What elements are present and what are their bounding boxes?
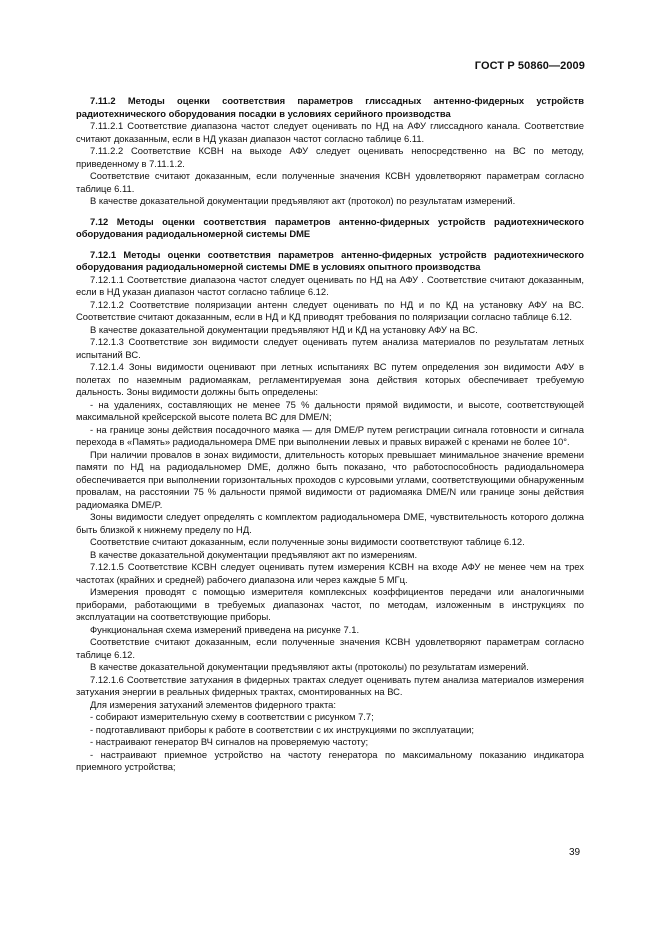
paragraph: 7.11.2.1 Соответствие диапазона частот следует оценивать по НД на АФУ глиссадного канала. Соответствие считают доказанным, если в НД указан диапазон частот согласно таблице 6.11. bbox=[76, 120, 584, 144]
page-body bbox=[76, 95, 584, 774]
paragraph: Зоны видимости следует определять с комплектом радиодальномера DME, чувствительность которого должна быть близкой к нижнему пределу по НД. bbox=[76, 511, 584, 535]
list-item: - собирают измерительную схему в соответствии с рисунком 7.7; bbox=[90, 711, 374, 722]
paragraph: В качестве доказательной документации предъявляют НД и КД на установку АФУ на ВС. bbox=[90, 323, 478, 335]
paragraph: В качестве доказательной документации предъявляют акт (протокол) по результатам измерений. bbox=[90, 195, 516, 206]
paragraph: В качестве доказательной документации предъявляют акт по измерениям. bbox=[90, 548, 418, 560]
paragraph: При наличии провалов в зонах видимости, длительность которых превышает минимальное значение времени памяти по НД на радиодальномер DME, должно быть показано, что работоспособность радиодальномера обеспечивается при выполнении горизонтальных проходов с курсовыми углами, соответствующими обнаруженным провалам, на расстоянии 75 % дальности прямой видимости от радиомаяка DME/N или границе зоны действия радиомаяка DME/P. bbox=[76, 448, 584, 510]
list-item: - настраивают приемное устройство на частоту генератора по максимальному показанию индикатора приемного устройства; bbox=[76, 748, 584, 772]
section-heading-7-11-2: 7.11.2 Методы оценки соответствия параметров глиссадных антенно-фидерных устройств радиотехнического оборудования посадки в условиях серийного производства bbox=[76, 95, 584, 119]
paragraph: Функциональная схема измерений приведена на рисунке 7.1. bbox=[90, 623, 360, 635]
paragraph: 7.12.1.3 Соответствие зон видимости следует оценивать путем анализа материалов по результатам летных испытаний ВС. bbox=[76, 336, 584, 360]
paragraph: Соответствие считают доказанным, если полученные значения КСВН удовлетворяют параметрам согласно таблице 6.11. bbox=[76, 170, 584, 194]
document-code-header: ГОСТ Р 50860—2009 bbox=[474, 60, 585, 72]
paragraph: 7.12.1.4 Зоны видимости оценивают при летных испытаниях ВС путем определения зон видимости АФУ в полетах по наземным радиомаякам, регламентируемая зона действия которых обеспечивает требуемую дальность. Зоны видимости должны быть определены: bbox=[76, 361, 584, 397]
section-heading-7-12: 7.12 Методы оценки соответствия параметров антенно-фидерных устройств радиотехнического оборудования радиодальномерной системы DME bbox=[76, 215, 584, 239]
paragraph: Соответствие считают доказанным, если полученные значения КСВН удовлетворяют параметрам согласно таблице 6.12. bbox=[76, 636, 584, 660]
list-item: - подготавливают приборы к работе в соответствии с их инструкциями по эксплуатации; bbox=[90, 723, 474, 735]
page-number: 39 bbox=[569, 847, 581, 858]
paragraph: 7.12.1.5 Соответствие КСВН следует оценивать путем измерения КСВН на входе АФУ не менее чем на трех частотах (крайних и средней) рабочего диапазона или через каждые 5 МГц. bbox=[76, 561, 584, 585]
paragraph: 7.12.1.1 Соответствие диапазона частот следует оценивать по НД на АФУ . Соответствие считают доказанным, если в НД указан диапазон частот согласно таблице 6.12. bbox=[76, 273, 584, 297]
section-heading-7-12-1: 7.12.1 Методы оценки соответствия параметров антенно-фидерных устройств радиотехнического оборудования радиодальномерной системы DME в условиях опытного производства bbox=[76, 248, 584, 272]
paragraph: 7.12.1.2 Соответствие поляризации антенн следует оценивать по НД и по КД на установку АФУ на ВС. Соответствие считают доказанным, если в НД и КД приводят требования по поляризации согласно таблице 6.12. bbox=[76, 298, 584, 322]
list-item: - на удалениях, составляющих не менее 75 % дальности прямой видимости, и высоте, соответствующей максимальной крейсерской высоте полета ВС для DME/N; bbox=[76, 398, 584, 422]
list-item: - на границе зоны действия посадочного маяка — для DME/P путем регистрации сигнала готовности и сигнала перехода в «Память» радиодальномера DME при выполнении левых и правых виражей с кренами не более 10°. bbox=[76, 423, 584, 447]
paragraph: 7.11.2.2 Соответствие КСВН на выходе АФУ следует оценивать непосредственно на ВС по методу, приведенному в 7.11.1.2. bbox=[76, 145, 584, 169]
paragraph: Для измерения затуханий элементов фидерного тракта: bbox=[90, 698, 336, 710]
paragraph: 7.12.1.6 Соответствие затухания в фидерных трактах следует оценивать путем анализа материалов измерения затухания энергии в реальных фидерных трактах, смонтированных на ВС. bbox=[76, 673, 584, 697]
paragraph: Соответствие считают доказанным, если полученные зоны видимости соответствуют таблице 6.12. bbox=[90, 536, 525, 547]
paragraph: В качестве доказательной документации предъявляют акты (протоколы) по результатам измерений. bbox=[90, 661, 529, 672]
paragraph: Измерения проводят с помощью измерителя комплексных коэффициентов передачи или аналогичными приборами, работающими в требуемых диапазонах частот, по методам, изложенным в инструкциях по эксплуатации на соответствующие приборы. bbox=[76, 586, 584, 622]
list-item: - настраивают генератор ВЧ сигналов на проверяемую частоту; bbox=[90, 736, 369, 747]
